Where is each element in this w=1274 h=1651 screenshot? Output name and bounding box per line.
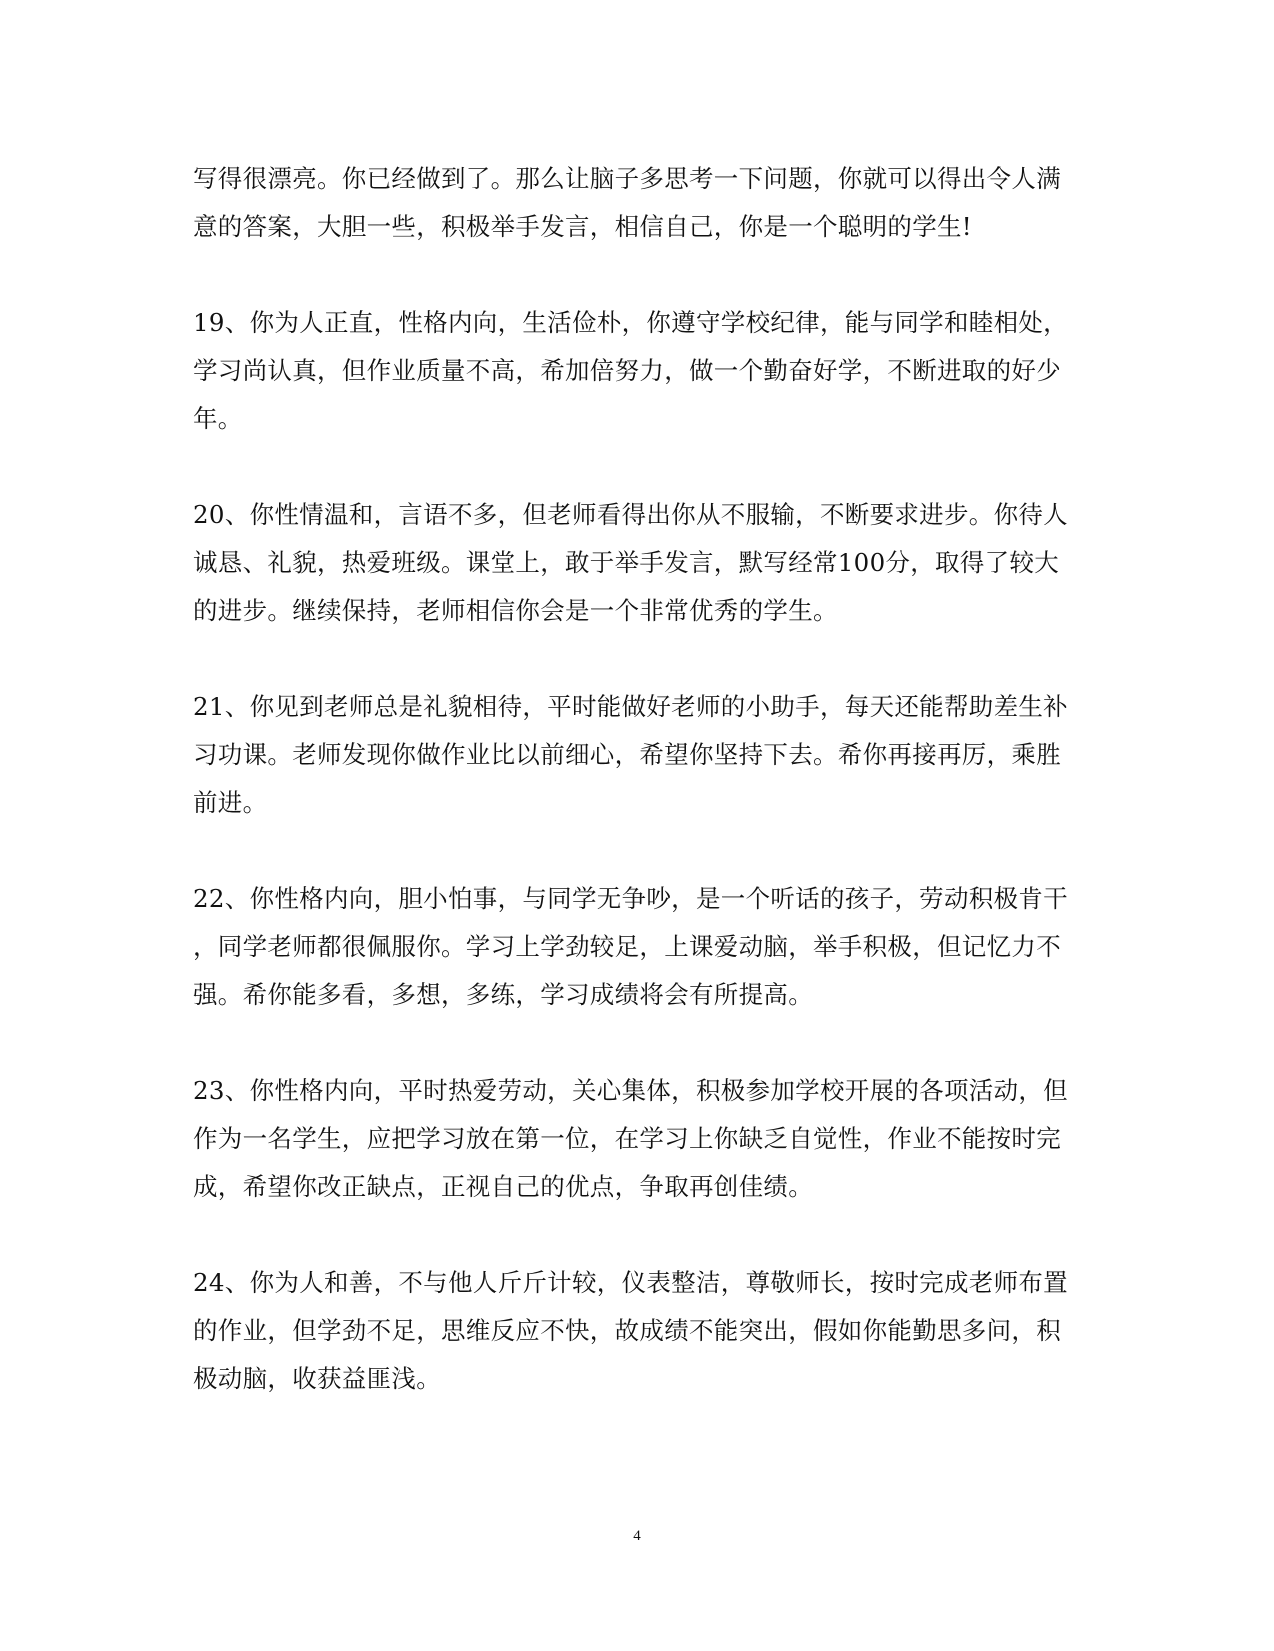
text-line: 作为一名学生，应把学习放在第一位，在学习上你缺乏自觉性，作业不能按时完 [193, 1124, 1061, 1153]
paragraph-24 [193, 1259, 1073, 1403]
paragraph-spacer [193, 635, 1073, 683]
paragraph-spacer [193, 1019, 1073, 1067]
text-line: 成，希望你改正缺点，正视自己的优点，争取再创佳绩。 [193, 1172, 813, 1201]
text-line: 前进。 [193, 788, 268, 817]
paragraph-22 [193, 875, 1073, 1019]
text-line: 23、你性格内向，平时热爱劳动，关心集体，积极参加学校开展的各项活动，但 [193, 1076, 1068, 1105]
text-line: ，同学老师都很佩服你。学习上学劲较足，上课爱动脑，举手积极，但记忆力不 [193, 932, 1061, 961]
paragraph-spacer [193, 827, 1073, 875]
text-line: 22、你性格内向，胆小怕事，与同学无争吵，是一个听话的孩子，劳动积极肯干 [193, 884, 1068, 913]
text-line: 强。希你能多看，多想，多练，学习成绩将会有所提高。 [193, 980, 813, 1009]
text-line: 学习尚认真，但作业质量不高，希加倍努力，做一个勤奋好学，不断进取的好少 [193, 356, 1061, 385]
text-line: 习功课。老师发现你做作业比以前细心，希望你坚持下去。希你再接再厉，乘胜 [193, 740, 1061, 769]
paragraph-20 [193, 491, 1073, 635]
text-line: 19、你为人正直，性格内向，生活俭朴，你遵守学校纪律，能与同学和睦相处， [193, 308, 1068, 337]
text-line: 年。 [193, 404, 243, 433]
text-line: 的进步。继续保持，老师相信你会是一个非常优秀的学生。 [193, 596, 838, 625]
document-body [193, 155, 1073, 1403]
paragraph-23 [193, 1067, 1073, 1211]
text-line: 21、你见到老师总是礼貌相待，平时能做好老师的小助手，每天还能帮助差生补 [193, 692, 1068, 721]
text-line: 极动脑，收获益匪浅。 [193, 1364, 441, 1393]
paragraph-continuation [193, 155, 1073, 251]
paragraph-spacer [193, 443, 1073, 491]
paragraph-19 [193, 299, 1073, 443]
text-line: 20、你性情温和，言语不多，但老师看得出你从不服输，不断要求进步。你待人 [193, 500, 1068, 529]
text-line: 意的答案，大胆一些，积极举手发言，相信自己，你是一个聪明的学生! [193, 212, 972, 241]
paragraph-spacer [193, 251, 1073, 299]
text-line: 诚恳、礼貌，热爱班级。课堂上，敢于举手发言，默写经常100分，取得了较大 [193, 548, 1060, 577]
paragraph-21 [193, 683, 1073, 827]
page-number: 4 [633, 1528, 641, 1544]
text-line: 的作业，但学劲不足，思维反应不快，故成绩不能突出，假如你能勤思多问，积 [193, 1316, 1061, 1345]
paragraph-spacer [193, 1211, 1073, 1259]
text-line: 写得很漂亮。你已经做到了。那么让脑子多思考一下问题，你就可以得出令人满 [193, 164, 1061, 193]
text-line: 24、你为人和善，不与他人斤斤计较，仪表整洁，尊敬师长，按时完成老师布置 [193, 1268, 1068, 1297]
